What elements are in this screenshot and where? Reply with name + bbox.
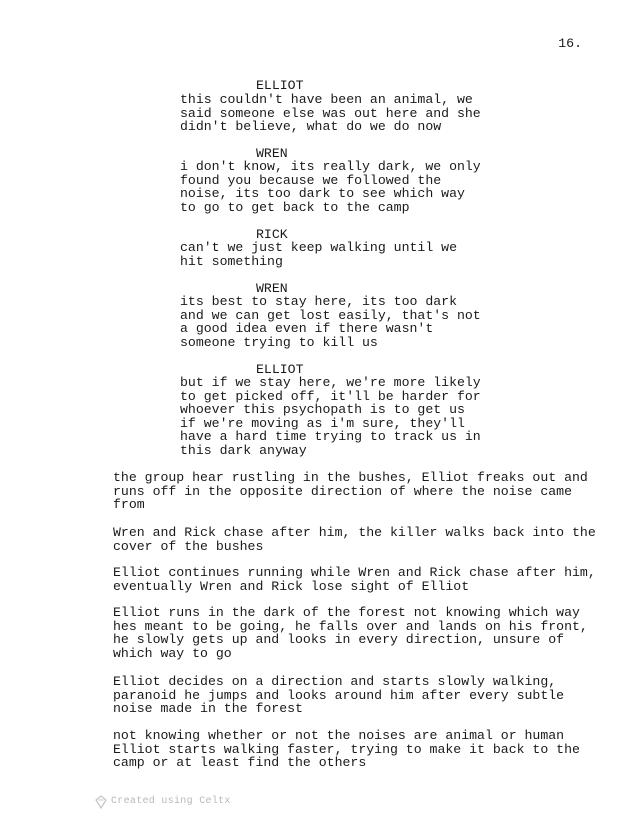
action-paragraph: Elliot decides on a direction and starts slowly walking, paranoid he jumps and looks around him after every subtle noise made in the forest [113,674,565,716]
character-name: RICK [256,227,288,242]
footer-text: Created using Celtx [111,796,231,808]
action-paragraph: not knowing whether or not the noises are animal or human Elliot starts walking faster, trying to make it back to the camp or at least find the others [113,728,580,770]
dialogue-text: i don't know, its really dark, we only found you because we followed the noise, its too dark to see which way to go to get back to the camp [180,159,481,215]
footer [95,795,231,809]
dialogue-text: its best to stay here, its too dark and we can get lost easily, that's not a good idea even if there wasn't someone trying to kill us [180,294,481,350]
action-paragraph: Elliot runs in the dark of the forest not knowing which way hes meant to be going, he falls over and lands on his front, he slowly gets up and looks in every direction, unsure of which way to go [113,605,588,661]
celtx-logo-icon [95,795,107,809]
character-name: ELLIOT [256,78,304,93]
action-paragraph: Elliot continues running while Wren and Rick chase after him, eventually Wren and Rick lose sight of Elliot [113,565,596,594]
character-name: WREN [256,281,288,296]
action-paragraph: the group hear rustling in the bushes, Elliot freaks out and runs off in the opposite direction of where the noise came from [113,470,588,512]
character-name: ELLIOT [256,362,304,377]
character-name: WREN [256,146,288,161]
page-number: 16. [558,36,582,51]
action-paragraph: Wren and Rick chase after him, the killer walks back into the cover of the bushes [113,525,596,554]
dialogue-text: can't we just keep walking until we hit something [180,240,457,269]
dialogue-text: but if we stay here, we're more likely to get picked off, it'll be harder for whoever this psychopath is to get us if we're moving as i'm sure, they'll have a hard time trying to track us in this dark anyway [180,375,481,458]
dialogue-text: this couldn't have been an animal, we said someone else was out here and she didn't believe, what do we do now [180,92,481,134]
